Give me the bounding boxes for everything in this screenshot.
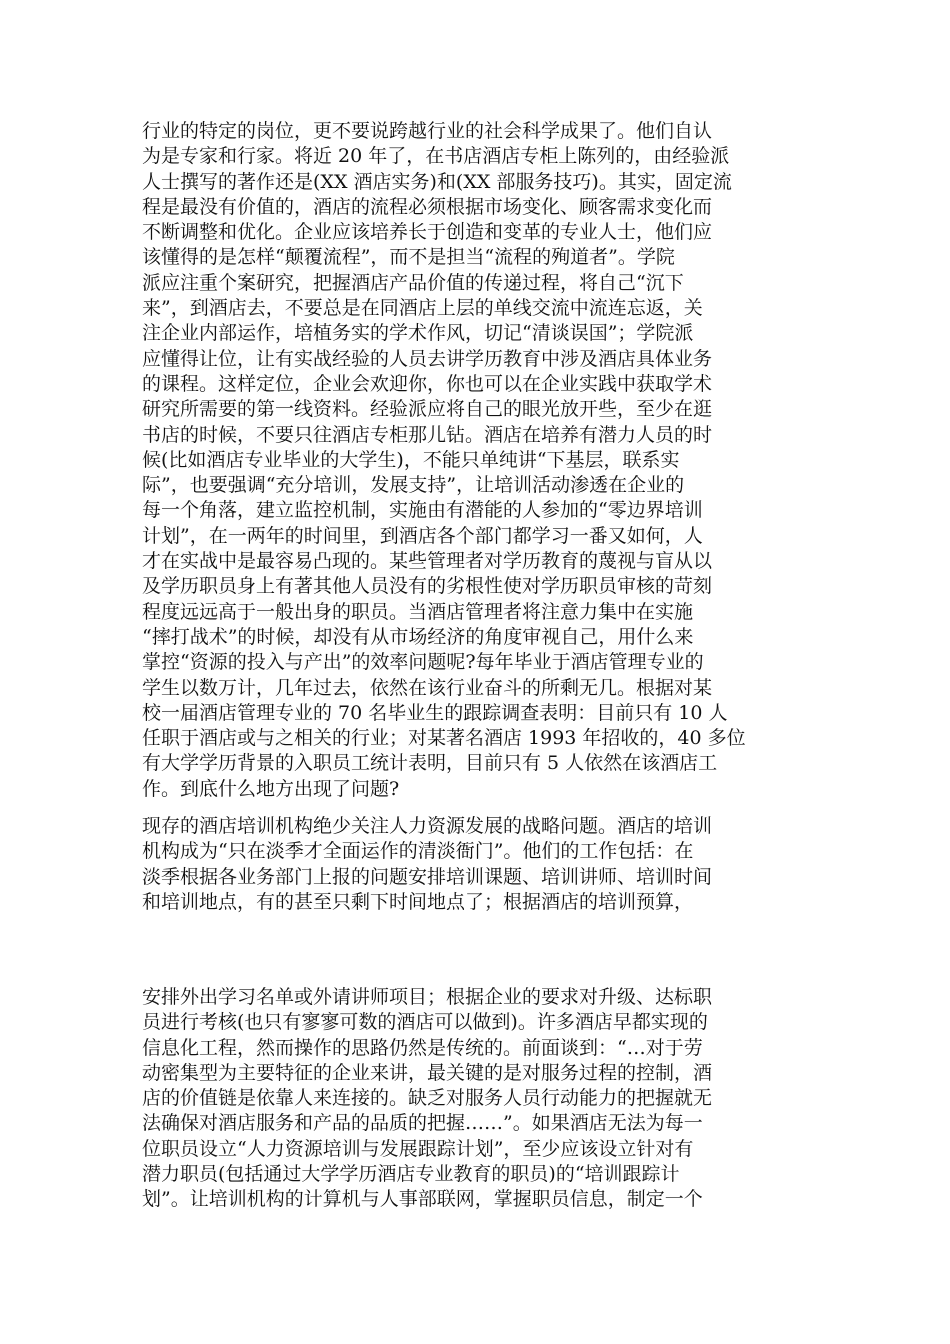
text-line: “摔打战术”的时候，却没有从市场经济的角度审视自己，用什么来 bbox=[142, 625, 694, 648]
paragraph-3 bbox=[142, 985, 802, 1213]
text-line: 应懂得让位，让有实战经验的人员去讲学历教育中涉及酒店具体业务 bbox=[142, 347, 713, 370]
text-line: 任职于酒店或与之相关的行业；对某著名酒店 1993 年招收的，40 多位 bbox=[142, 727, 746, 750]
text-line: 每一个角落，建立监控机制，实施由有潜能的人参加的“零边界培训 bbox=[142, 499, 703, 522]
text-line: 划”。让培训机构的计算机与人事部联网，掌握职员信息，制定一个 bbox=[142, 1188, 703, 1211]
text-line: 的课程。这样定位，企业会欢迎你，你也可以在企业实践中获取学术 bbox=[142, 372, 713, 395]
text-line: 研究所需要的第一线资料。经验派应将自己的眼光放开些，至少在逛 bbox=[142, 398, 713, 421]
text-line: 员进行考核(也只有寥寥可数的酒店可以做到)。许多酒店早都实现的 bbox=[142, 1011, 708, 1034]
text-line: 才在实战中是最容易凸现的。某些管理者对学历教育的蔑视与盲从以 bbox=[142, 550, 713, 573]
text-line: 潜力职员(包括通过大学学历酒店专业教育的职员)的“培训跟踪计 bbox=[142, 1163, 680, 1186]
text-line: 安排外出学习名单或外请讲师项目；根据企业的要求对升级、达标职 bbox=[142, 986, 713, 1008]
text-line: 该懂得的是怎样“颠覆流程”，而不是担当“流程的殉道者”。学院 bbox=[142, 246, 675, 269]
text-line: 程度远远高于一般出身的职员。当酒店管理者将注意力集中在实施 bbox=[142, 600, 694, 623]
text-line: 现存的酒店培训机构绝少关注人力资源发展的战略问题。酒店的培训 bbox=[142, 815, 713, 837]
text-line: 人士撰写的著作还是(XX 酒店实务)和(XX 部服务技巧)。其实，固定流 bbox=[142, 170, 732, 193]
text-line: 注企业内部运作，培植务实的学术作风，切记“清谈误国”；学院派 bbox=[142, 322, 694, 345]
paragraph-1 bbox=[142, 119, 802, 802]
text-line: 派应注重个案研究，把握酒店产品价值的传递过程，将自己“沉下 bbox=[142, 271, 684, 294]
text-line: 程是最没有价值的，酒店的流程必须根据市场变化、顾客需求变化而 bbox=[142, 195, 713, 218]
text-line: 淡季根据各业务部门上报的问题安排培训课题、培训讲师、培训时间 bbox=[142, 865, 713, 888]
text-line: 信息化工程，然而操作的思路仍然是传统的。前面谈到：“…对于劳 bbox=[142, 1036, 703, 1059]
text-line: 动密集型为主要特征的企业来讲，最关键的是对服务过程的控制，酒 bbox=[142, 1061, 713, 1084]
text-line: 机构成为“只在淡季才全面运作的清淡衙门”。他们的工作包括：在 bbox=[142, 840, 694, 863]
paragraph-2 bbox=[142, 814, 802, 915]
text-line: 书店的时候，不要只往酒店专柜那儿钻。酒店在培养有潜力人员的时 bbox=[142, 423, 713, 446]
text-line: 店的价值链是依靠人来连接的。缺乏对服务人员行动能力的把握就无 bbox=[142, 1087, 713, 1110]
text-line: 有大学学历背景的入职员工统计表明，目前只有 5 人依然在该酒店工 bbox=[142, 752, 718, 775]
text-line: 际”，也要强调“充分培训，发展支持”，让培训活动渗透在企业的 bbox=[142, 474, 685, 497]
text-line: 来”，到酒店去，不要总是在同酒店上层的单线交流中流连忘返，关 bbox=[142, 297, 703, 320]
text-line: 不断调整和优化。企业应该培养长于创造和变革的专业人士，他们应 bbox=[142, 221, 713, 244]
text-line: 和培训地点，有的甚至只剩下时间地点了；根据酒店的培训预算， bbox=[142, 890, 694, 913]
text-line: 计划”，在一两年的时间里，到酒店各个部门都学习一番又如何，人 bbox=[142, 524, 703, 547]
text-line: 为是专家和行家。将近 20 年了，在书店酒店专柜上陈列的，由经验派 bbox=[142, 145, 730, 168]
text-line: 位职员设立“人力资源培训与发展跟踪计划”，至少应该设立针对有 bbox=[142, 1137, 694, 1160]
text-line: 作。到底什么地方出现了问题? bbox=[142, 777, 400, 800]
text-line: 行业的特定的岗位，更不要说跨越行业的社会科学成果了。他们自认 bbox=[142, 120, 713, 142]
text-line: 候(比如酒店专业毕业的大学生)，不能只单纯讲“下基层，联系实 bbox=[142, 448, 680, 471]
text-line: 法确保对酒店服务和产品的品质的把握……”。如果酒店无法为每一 bbox=[142, 1112, 703, 1135]
text-line: 掌控“资源的投入与产出”的效率问题呢?每年毕业于酒店管理专业的 bbox=[142, 651, 704, 674]
text-line: 学生以数万计，几年过去，依然在该行业奋斗的所剩无几。根据对某 bbox=[142, 676, 713, 699]
text-line: 校一届酒店管理专业的 70 名毕业生的跟踪调查表明：目前只有 10 人 bbox=[142, 701, 728, 724]
text-line: 及学历职员身上有著其他人员没有的劣根性使对学历职员审核的苛刻 bbox=[142, 575, 713, 598]
